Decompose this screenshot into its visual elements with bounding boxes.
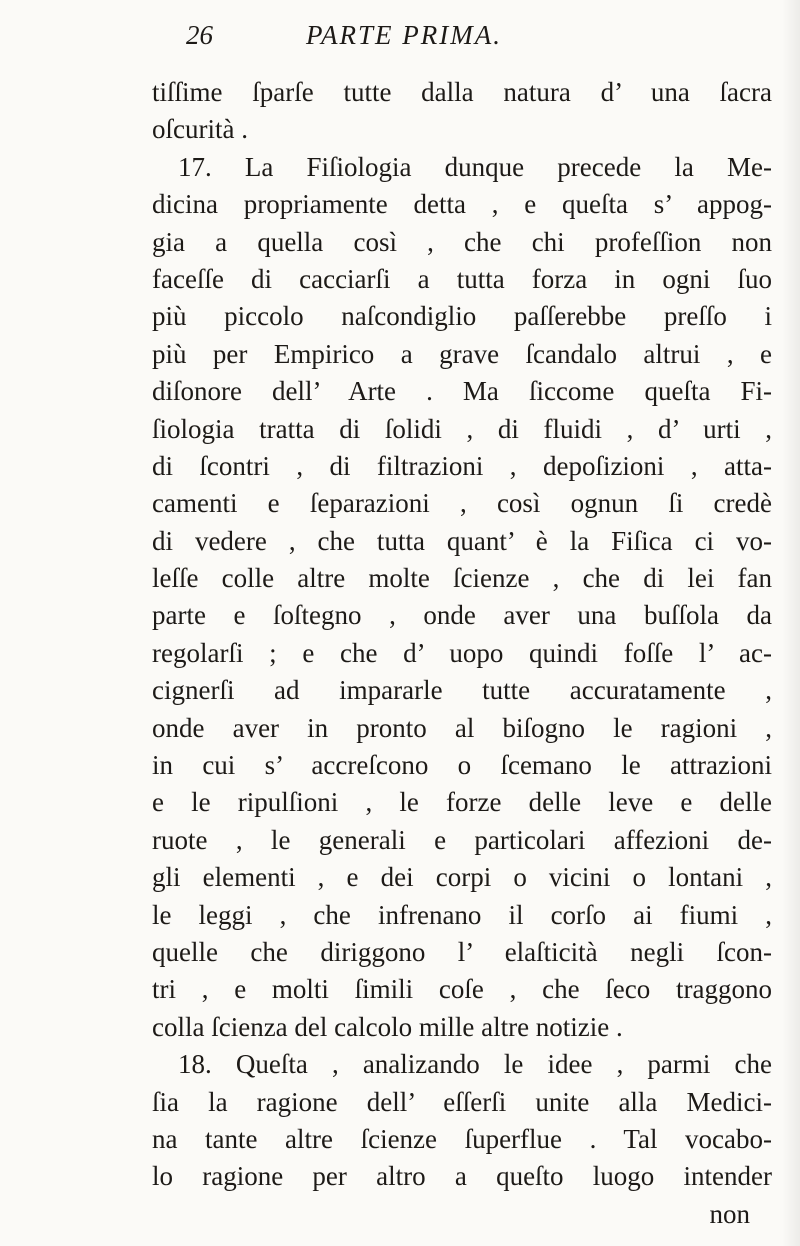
text-line: gli elementi , e dei corpi o vicini o lontani ,: [152, 862, 772, 893]
section-title: PARTE PRIMA.: [306, 20, 502, 50]
text-line: regolarſi ; e che d’ uopo quindi foſſe l’ ac-: [152, 637, 772, 668]
body-text: [152, 74, 772, 1233]
text-line: colla ſcienza del calcolo mille altre notizie .: [152, 1011, 623, 1042]
running-head: [0, 20, 800, 66]
paragraph-18-start: 18. Queſta , analizando le idee , parmi che: [178, 1049, 772, 1080]
text-line: ſiologia tratta di ſolidi , di fluidi , d’ urti ,: [152, 413, 772, 444]
text-line: diſonore dell’ Arte . Ma ſiccome queſta Fi-: [152, 376, 772, 407]
text-line: quelle che diriggono l’ elaſticità negli ſcon-: [152, 936, 772, 967]
text-line: parte e ſoſtegno , onde aver una buſſola da: [152, 600, 772, 631]
text-line: ſia la ragione dell’ eſſerſi unite alla Medici-: [152, 1086, 772, 1117]
text-line: lo ragione per altro a queſto luogo intender: [152, 1161, 772, 1192]
text-line: onde aver in pronto al biſogno le ragioni ,: [152, 712, 772, 743]
text-line: in cui s’ accreſcono o ſcemano le attrazioni: [152, 750, 772, 781]
text-line: ruote , le generali e particolari affezioni de-: [152, 824, 772, 855]
text-line: camenti e ſeparazioni , così ognun ſi credè: [152, 488, 772, 519]
catchword: non: [709, 1198, 750, 1229]
text-line: oſcurità .: [152, 114, 248, 145]
text-line: tri , e molti ſimili coſe , che ſeco traggono: [152, 974, 772, 1005]
text-line: le leggi , che infrenano il corſo ai fiumi ,: [152, 899, 772, 930]
text-line: gia a quella così , che chi profeſſion non: [152, 226, 772, 257]
text-line: cignerſi ad impararle tutte accuratamente ,: [152, 675, 772, 706]
text-line: e le ripulſioni , le forze delle leve e delle: [152, 787, 772, 818]
paragraph-17-start: 17. La Fiſiologia dunque precede la Me-: [178, 151, 772, 182]
text-line: più per Empirico a grave ſcandalo altrui , e: [152, 338, 772, 369]
page-number: 26: [186, 20, 213, 50]
text-line: di vedere , che tutta quant’ è la Fiſica ci vo-: [152, 525, 772, 556]
text-line: tiſſime ſparſe tutte dalla natura d’ una ſacra: [152, 77, 772, 107]
page-edge-shadow: [782, 0, 800, 1246]
text-line: dicina propriamente detta , e queſta s’ appog-: [152, 189, 772, 220]
text-line: leſſe colle altre molte ſcienze , che di lei fan: [152, 563, 772, 594]
text-line: faceſſe di cacciarſi a tutta forza in ogni ſuo: [152, 263, 772, 294]
text-line: più piccolo naſcondiglio paſſerebbe preſſo i: [152, 301, 772, 332]
text-line: na tante altre ſcienze ſuperflue . Tal vocabo-: [152, 1123, 772, 1154]
text-line: di ſcontri , di filtrazioni , depoſizioni , atta-: [152, 450, 772, 481]
